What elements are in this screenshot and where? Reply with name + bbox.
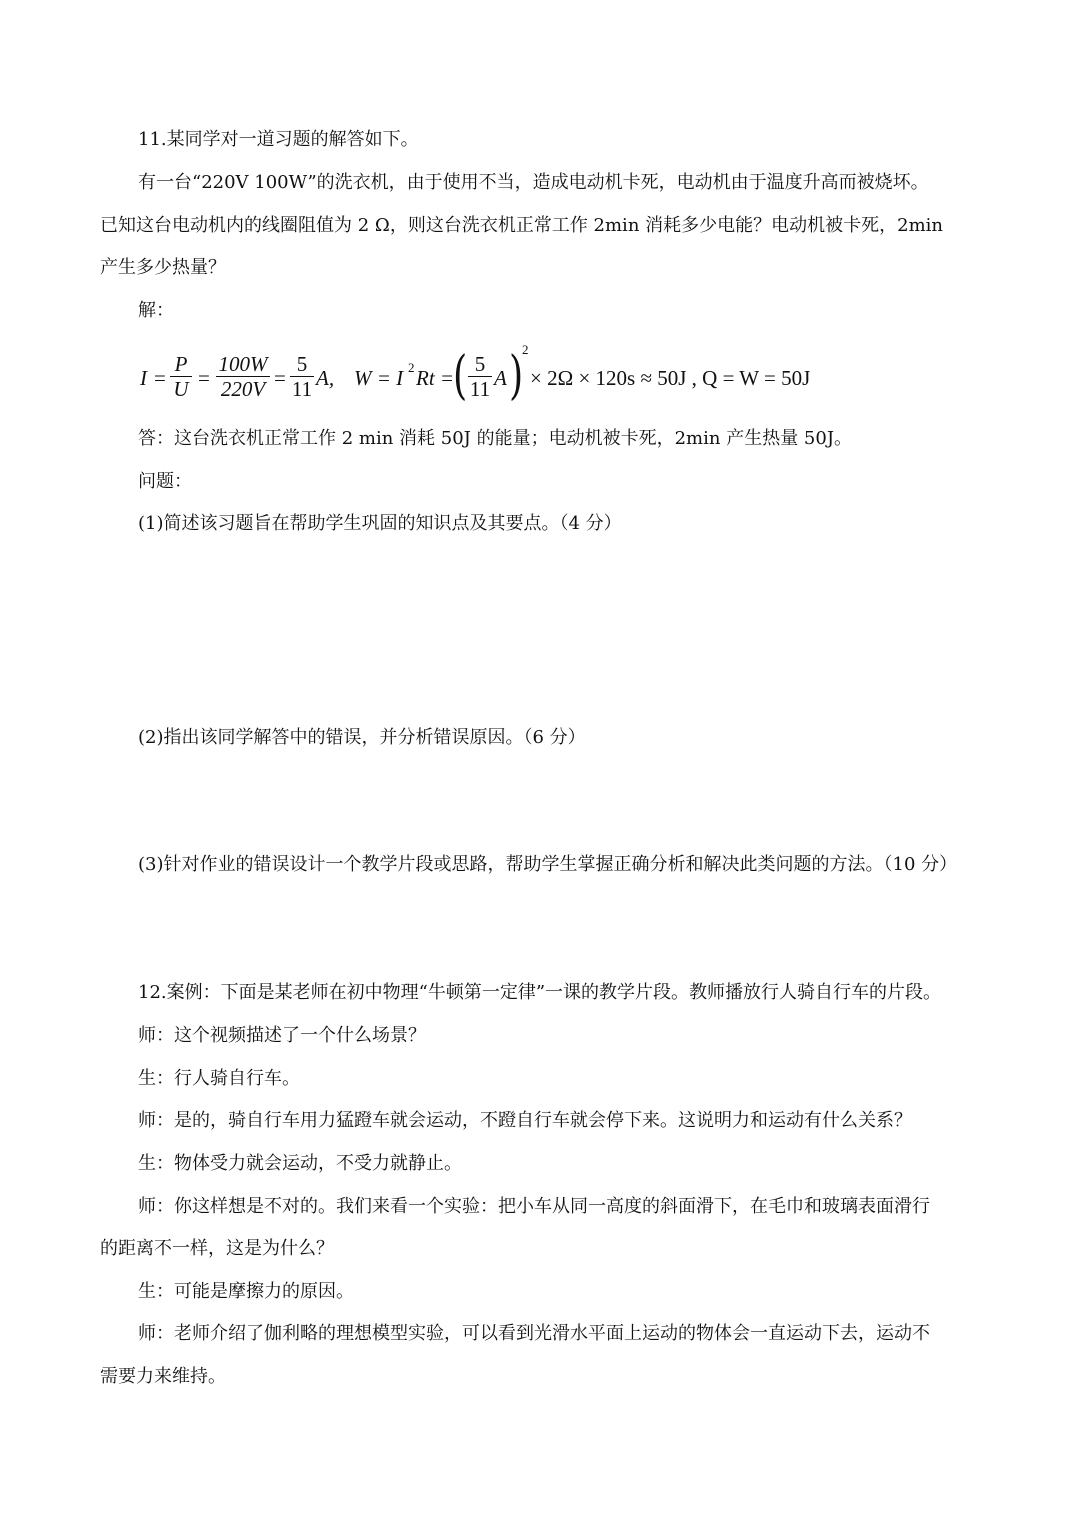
fraction-5-over-11-b	[468, 352, 492, 401]
fraction-numerator: 100W	[216, 352, 270, 377]
dialogue-line: 师：这个视频描述了一个什么场景？	[138, 1025, 426, 1046]
dialogue-line: 生：物体受力就会运动，不受力就静止。	[138, 1153, 462, 1174]
dialogue-line: 师：你这样想是不对的。我们来看一个实验：把小车从同一高度的斜面滑下，在毛巾和玻璃表面滑行	[138, 1196, 930, 1217]
q11-questions-label: 问题：	[138, 471, 192, 492]
formula-I: I	[140, 366, 147, 390]
solution-formula	[138, 342, 898, 410]
formula-eq-2: =	[198, 366, 210, 390]
formula-eq-3: =	[274, 366, 286, 390]
q12-title: 12.案例：下面是某老师在初中物理“牛顿第一定律”一课的教学片段。教师播放行人骑自行车的片段。	[138, 982, 942, 1003]
fraction-denominator: 11	[291, 377, 313, 401]
formula-tail: × 2Ω × 120s ≈ 50J , Q = W = 50J	[530, 366, 811, 390]
q11-sub-question-1: (1)简述该习题旨在帮助学生巩固的知识点及其要点。（4 分）	[138, 513, 622, 534]
dialogue-line: 师：老师介绍了伽利略的理想模型实验，可以看到光滑水平面上运动的物体会一直运动下去，运动不	[138, 1323, 930, 1344]
fraction-P-over-U	[170, 352, 192, 401]
q11-stem-line-2: 已知这台电动机内的线圈阻值为 2 Ω，则这台洗衣机正常工作 2min 消耗多少电能？电动机被卡死，2min	[100, 215, 943, 236]
q11-sub-question-2: (2)指出该同学解答中的错误，并分析错误原因。（6 分）	[138, 727, 586, 748]
formula-eq-1: =	[154, 366, 166, 390]
formula-A-inner: A	[494, 366, 507, 390]
fraction-100W-over-220V	[216, 352, 270, 401]
fraction-numerator: 5	[290, 352, 314, 377]
right-parenthesis: )	[509, 346, 524, 406]
left-parenthesis: (	[453, 346, 468, 406]
formula-square-1: 2	[408, 360, 415, 375]
q11-answer: 答：这台洗衣机正常工作 2 min 消耗 50J 的能量；电动机被卡死，2min 产生热量 50J。	[138, 428, 853, 449]
dialogue-line: 生：行人骑自行车。	[138, 1068, 300, 1089]
formula-A-comma: A,	[316, 366, 335, 390]
q11-sub-question-3: (3)针对作业的错误设计一个教学片段或思路，帮助学生掌握正确分析和解决此类问题的方法。（10 分）	[138, 854, 958, 875]
fraction-denominator: 11	[469, 377, 491, 401]
dialogue-line-continued: 需要力来维持。	[100, 1366, 226, 1387]
fraction-5-over-11	[290, 352, 314, 401]
formula-W-eq-I: W = I	[354, 366, 404, 390]
q11-title: 11.某同学对一道习题的解答如下。	[138, 129, 419, 150]
dialogue-line: 生：可能是摩擦力的原因。	[138, 1281, 354, 1302]
fraction-denominator: 220V	[220, 377, 266, 401]
q11-stem-line-1: 有一台“220V 100W”的洗衣机，由于使用不当，造成电动机卡死，电动机由于温度升高而被烧坏。	[138, 172, 929, 193]
q11-stem-line-3: 产生多少热量？	[100, 257, 226, 278]
fraction-denominator: U	[173, 377, 189, 401]
fraction-numerator: P	[170, 352, 192, 377]
fraction-numerator: 5	[468, 352, 492, 377]
dialogue-line: 师：是的，骑自行车用力猛蹬车就会运动，不蹬自行车就会停下来。这说明力和运动有什么关系？	[138, 1110, 912, 1131]
formula-Rt-eq: Rt =	[416, 366, 455, 390]
formula-square-2: 2	[522, 342, 529, 357]
q11-solution-label: 解：	[138, 300, 174, 321]
dialogue-line-continued: 的距离不一样，这是为什么？	[100, 1238, 334, 1259]
